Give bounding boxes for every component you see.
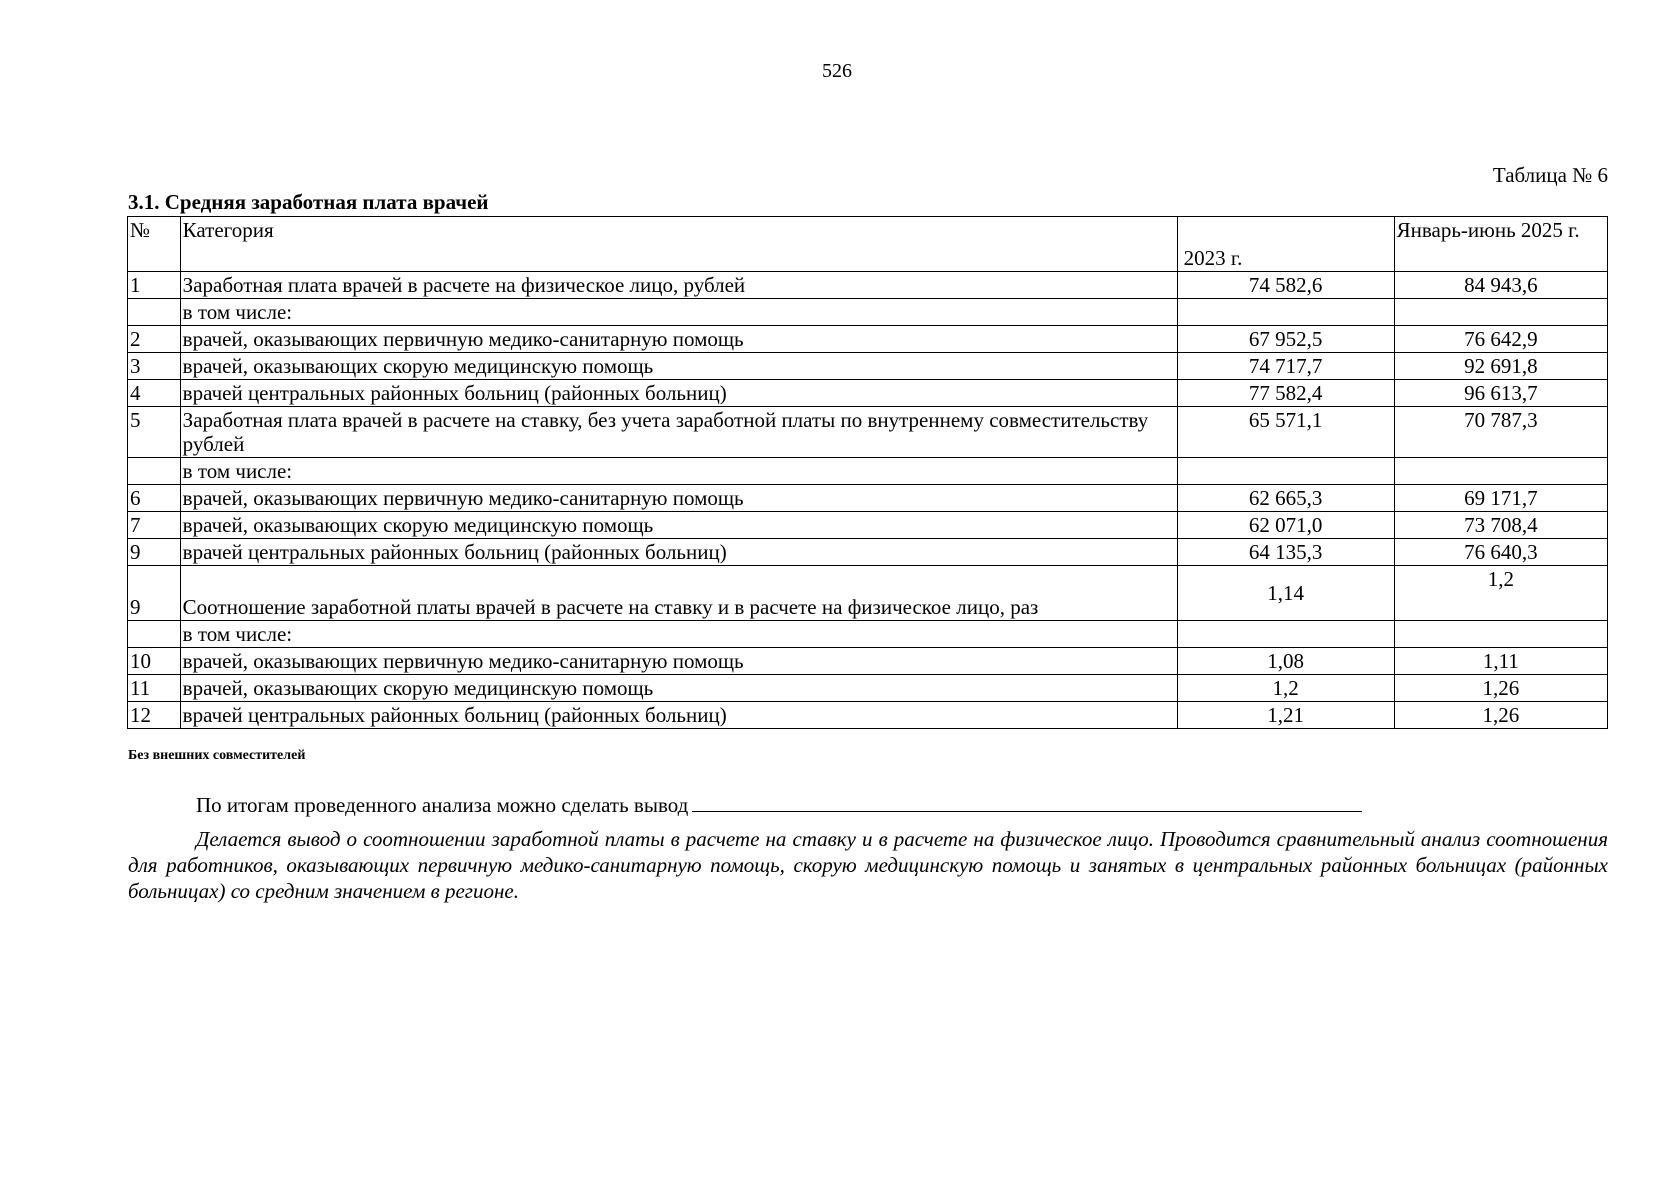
table-row [128,702,1608,729]
row-category: в том числе: [180,299,1177,326]
row-value-2025: 1,26 [1394,675,1607,702]
row-value-2025: 70 787,3 [1394,407,1607,458]
row-num: 7 [128,512,181,539]
row-value-2025 [1394,458,1607,485]
row-num [128,299,181,326]
row-category: врачей, оказывающих скорую медицинскую помощь [180,512,1177,539]
answer-blank-line [692,793,1362,812]
table-row [128,512,1608,539]
row-value-2025: 96 613,7 [1394,380,1607,407]
table-row [128,621,1608,648]
row-value-2025 [1394,621,1607,648]
page-number: 526 [822,60,852,82]
row-category: в том числе: [180,458,1177,485]
row-category: Заработная плата врачей в расчете на физическое лицо, рублей [180,272,1177,299]
row-value-2023: 1,2 [1177,675,1394,702]
row-category: врачей, оказывающих первичную медико-санитарную помощь [180,326,1177,353]
row-value-2025: 69 171,7 [1394,485,1607,512]
table-row [128,566,1608,621]
row-num: 10 [128,648,181,675]
row-category: в том числе: [180,621,1177,648]
row-num: 6 [128,485,181,512]
row-value-2023: 77 582,4 [1177,380,1394,407]
row-category: врачей, оказывающих первичную медико-санитарную помощь [180,485,1177,512]
section-title: 3.1. Средняя заработная плата врачей [128,190,489,214]
conclusion-prompt: По итогам проведенного анализа можно сделать вывод [196,793,689,817]
table-row [128,485,1608,512]
salary-table [127,216,1608,729]
row-num: 9 [128,566,181,621]
italic-note: Делается вывод о соотношении заработной платы в расчете на ставку и в расчете на физическое лицо. Проводится сравнительный анализ соотношения для работников, оказывающих первичную медико-санитарную помощь, скорую медицинскую помощь и занятых в центральных районных больницах (районных больницах) со средним значением в регионе. [128,827,1608,903]
table-row [128,299,1608,326]
table-row [128,380,1608,407]
row-category: врачей, оказывающих скорую медицинскую помощь [180,675,1177,702]
row-value-2025: 1,2 [1394,566,1607,621]
row-value-2025: 76 640,3 [1394,539,1607,566]
footnote: Без внешних совместителей [128,748,306,763]
row-value-2023 [1177,458,1394,485]
row-num: 4 [128,380,181,407]
row-value-2025: 92 691,8 [1394,353,1607,380]
row-category: врачей центральных районных больниц (районных больниц) [180,702,1177,729]
row-num: 5 [128,407,181,458]
table-header-row [128,217,1608,272]
row-num: 2 [128,326,181,353]
row-category: врачей центральных районных больниц (районных больниц) [180,380,1177,407]
row-value-2023: 1,08 [1177,648,1394,675]
header-2023: 2023 г. [1177,217,1394,272]
table-row [128,648,1608,675]
row-value-2025: 73 708,4 [1394,512,1607,539]
table-row [128,539,1608,566]
row-value-2023: 74 582,6 [1177,272,1394,299]
row-value-2025: 1,26 [1394,702,1607,729]
row-category: Заработная плата врачей в расчете на ставку, без учета заработной платы по внутреннему совместительству рублей [180,407,1177,458]
conclusion-line [196,793,1362,818]
row-value-2025: 76 642,9 [1394,326,1607,353]
header-2025: Январь-июнь 2025 г. [1394,217,1607,272]
row-num: 1 [128,272,181,299]
row-value-2025 [1394,299,1607,326]
table-row [128,272,1608,299]
row-num: 11 [128,675,181,702]
row-num [128,458,181,485]
table-row [128,675,1608,702]
row-category: Соотношение заработной платы врачей в расчете на ставку и в расчете на физическое лицо, раз [180,566,1177,621]
row-value-2023: 1,14 [1177,566,1394,621]
header-num: № [128,217,181,272]
row-num: 12 [128,702,181,729]
row-value-2025: 84 943,6 [1394,272,1607,299]
header-category: Категория [180,217,1177,272]
table-row [128,458,1608,485]
row-value-2023 [1177,299,1394,326]
table-row [128,353,1608,380]
table-row [128,326,1608,353]
row-value-2023 [1177,621,1394,648]
table-label: Таблица № 6 [1492,163,1608,187]
row-value-2023: 62 665,3 [1177,485,1394,512]
table-row [128,407,1608,458]
row-value-2023: 67 952,5 [1177,326,1394,353]
row-num: 3 [128,353,181,380]
row-value-2023: 74 717,7 [1177,353,1394,380]
row-value-2023: 1,21 [1177,702,1394,729]
row-num: 9 [128,539,181,566]
row-value-2025: 1,11 [1394,648,1607,675]
row-value-2023: 64 135,3 [1177,539,1394,566]
row-num [128,621,181,648]
row-value-2023: 65 571,1 [1177,407,1394,458]
row-value-2023: 62 071,0 [1177,512,1394,539]
row-category: врачей, оказывающих скорую медицинскую помощь [180,353,1177,380]
row-category: врачей, оказывающих первичную медико-санитарную помощь [180,648,1177,675]
row-category: врачей центральных районных больниц (районных больниц) [180,539,1177,566]
